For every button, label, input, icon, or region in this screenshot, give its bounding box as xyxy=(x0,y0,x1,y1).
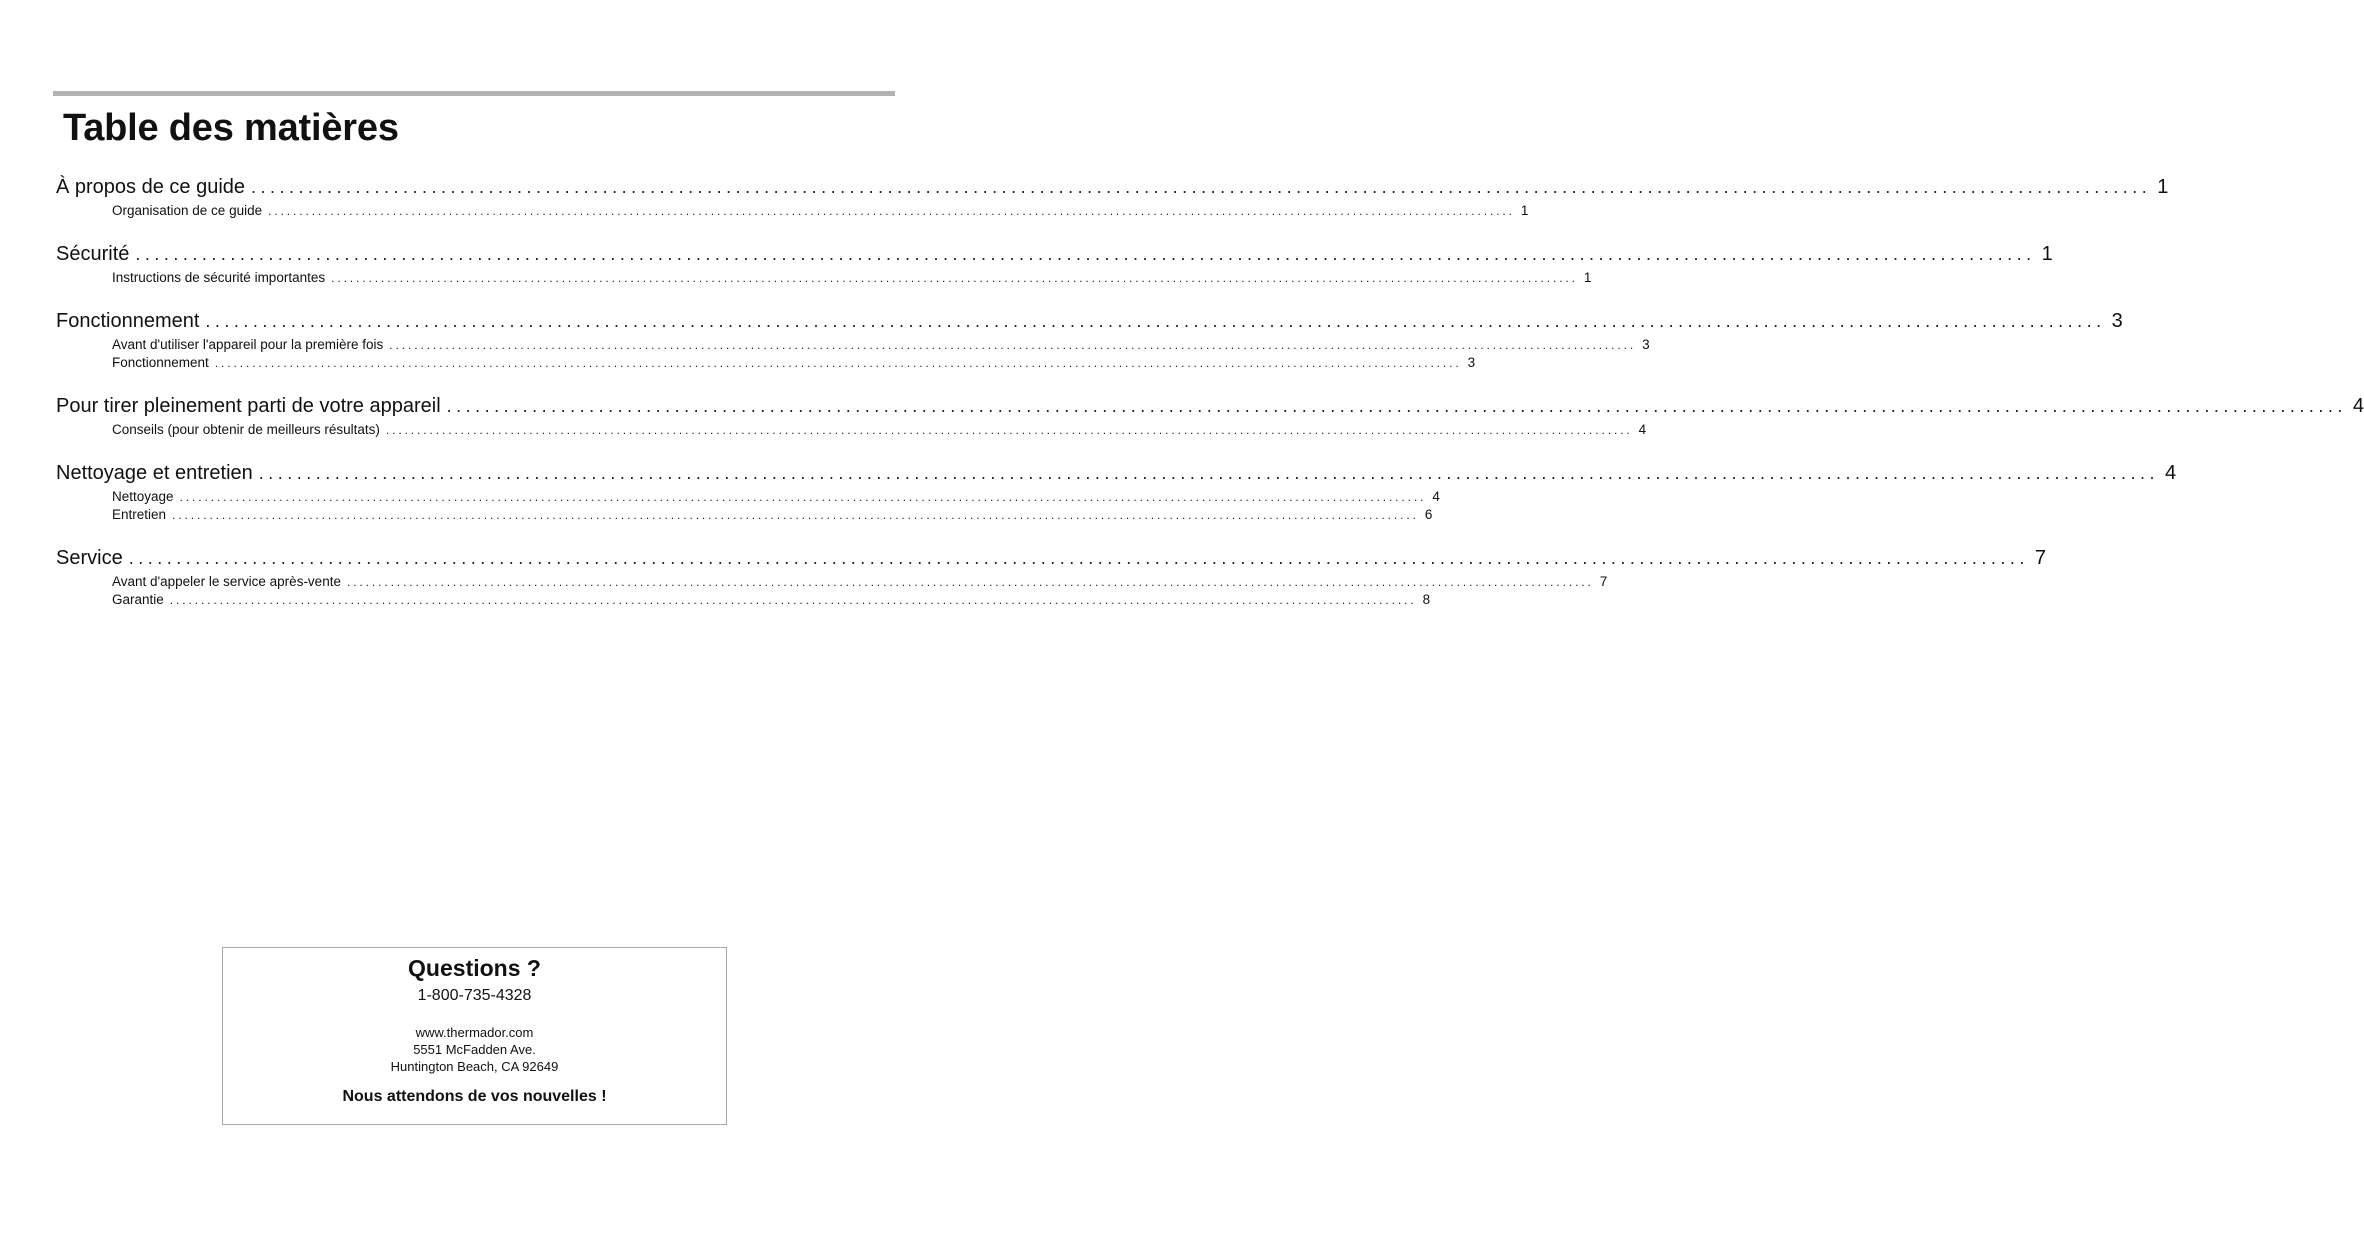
toc-sub-entry[interactable] xyxy=(112,573,1608,591)
toc-leader: ........................................................................................................................................................................................................ xyxy=(389,338,1637,352)
page-title: Table des matières xyxy=(63,107,399,149)
toc-leader: ........................................................................................................................................................................................................ xyxy=(169,593,1417,607)
toc-page-number: 4 xyxy=(2352,395,2364,417)
questions-title: Questions ? xyxy=(408,955,541,981)
toc-entry-label: Sécurité xyxy=(56,243,130,265)
toc-sub-entry-label: Avant d'appeler le service après-vente xyxy=(112,574,341,589)
toc-section xyxy=(56,458,2177,524)
toc-section xyxy=(56,239,2053,287)
toc-entry[interactable] xyxy=(56,543,2047,573)
toc-page-number: 3 xyxy=(1467,355,1476,370)
toc-sub-entry[interactable] xyxy=(112,269,1592,287)
toc-page-number: 7 xyxy=(2034,547,2047,569)
toc-sub-entry[interactable] xyxy=(112,488,1440,506)
toc-entry[interactable] xyxy=(56,172,2169,202)
toc-entry[interactable] xyxy=(56,239,2053,269)
toc-sub-entry[interactable] xyxy=(112,591,1431,609)
toc-entry[interactable] xyxy=(56,391,2364,421)
toc-entry[interactable] xyxy=(56,306,2123,336)
toc-leader: ........................................................................................................................................................................................................ xyxy=(128,548,2029,568)
questions-footer: Nous attendons de vos nouvelles ! xyxy=(342,1088,607,1105)
toc-sub-entry-label: Fonctionnement xyxy=(112,355,209,370)
toc-leader: ........................................................................................................................................................................................................ xyxy=(214,356,1462,370)
toc-page-number: 6 xyxy=(1424,507,1433,522)
toc-page-number: 7 xyxy=(1599,574,1608,589)
toc-leader: ........................................................................................................................................................................................................ xyxy=(446,396,2347,416)
toc-leader: ........................................................................................................................................................................................................ xyxy=(346,575,1594,589)
toc-leader: ........................................................................................................................................................................................................ xyxy=(205,311,2106,331)
questions-box xyxy=(222,947,727,1125)
toc-page-number: 1 xyxy=(1520,203,1529,218)
toc-sub-entry[interactable] xyxy=(112,202,1529,220)
toc-sub-entry[interactable] xyxy=(112,506,1433,524)
table-of-contents xyxy=(56,172,2364,628)
toc-page-number: 4 xyxy=(1638,422,1647,437)
toc-page-number: 1 xyxy=(1583,270,1592,285)
toc-leader: ........................................................................................................................................................................................................ xyxy=(385,423,1633,437)
questions-address-line2: Huntington Beach, CA 92649 xyxy=(390,1059,559,1074)
toc-sub-entry[interactable] xyxy=(112,354,1476,372)
toc-section xyxy=(56,543,2047,609)
questions-website[interactable]: www.thermador.com xyxy=(415,1025,534,1040)
toc-entry-label: Nettoyage et entretien xyxy=(56,462,253,484)
toc-entry-label: Fonctionnement xyxy=(56,310,200,332)
toc-page-number: 4 xyxy=(2165,462,2177,484)
questions-address-line1: 5551 McFadden Ave. xyxy=(413,1042,536,1057)
toc-page-number: 1 xyxy=(2157,176,2169,198)
toc-leader: ........................................................................................................................................................................................................ xyxy=(268,204,1515,218)
toc-page-number: 8 xyxy=(1422,592,1431,607)
toc-entry-label: À propos de ce guide xyxy=(56,176,246,198)
toc-section xyxy=(56,172,2169,220)
toc-section xyxy=(56,391,2364,439)
toc-sub-entry-label: Avant d'utiliser l'appareil pour la première fois xyxy=(112,337,384,352)
toc-page-number: 4 xyxy=(1432,489,1440,504)
header-rule xyxy=(53,91,895,96)
toc-page-number: 1 xyxy=(2041,243,2053,265)
toc-entry-label: Service xyxy=(56,547,123,569)
toc-page-number: 3 xyxy=(2111,310,2123,332)
toc-sub-entry[interactable] xyxy=(112,336,1650,354)
toc-sub-entry-label: Entretien xyxy=(112,507,167,522)
toc-entry-label: Pour tirer pleinement parti de votre appareil xyxy=(56,395,441,417)
toc-leader: ........................................................................................................................................................................................................ xyxy=(331,271,1578,285)
toc-entry[interactable] xyxy=(56,458,2177,488)
toc-sub-entry-label: Garantie xyxy=(112,592,164,607)
toc-sub-entry[interactable] xyxy=(112,421,1647,439)
toc-leader: ........................................................................................................................................................................................................ xyxy=(172,508,1419,522)
toc-sub-entry-label: Conseils (pour obtenir de meilleurs résultats) xyxy=(112,422,380,437)
toc-leader: ........................................................................................................................................................................................................ xyxy=(251,177,2152,197)
toc-page-number: 3 xyxy=(1642,337,1650,352)
questions-phone: 1-800-735-4328 xyxy=(417,987,532,1004)
toc-sub-entry-label: Instructions de sécurité importantes xyxy=(112,270,326,285)
toc-leader: ........................................................................................................................................................................................................ xyxy=(258,463,2159,483)
toc-sub-entry-label: Nettoyage xyxy=(112,489,174,504)
toc-sub-entry-label: Organisation de ce guide xyxy=(112,203,263,218)
toc-leader: ........................................................................................................................................................................................................ xyxy=(135,244,2036,264)
toc-leader: ........................................................................................................................................................................................................ xyxy=(179,490,1427,504)
toc-section xyxy=(56,306,2123,372)
